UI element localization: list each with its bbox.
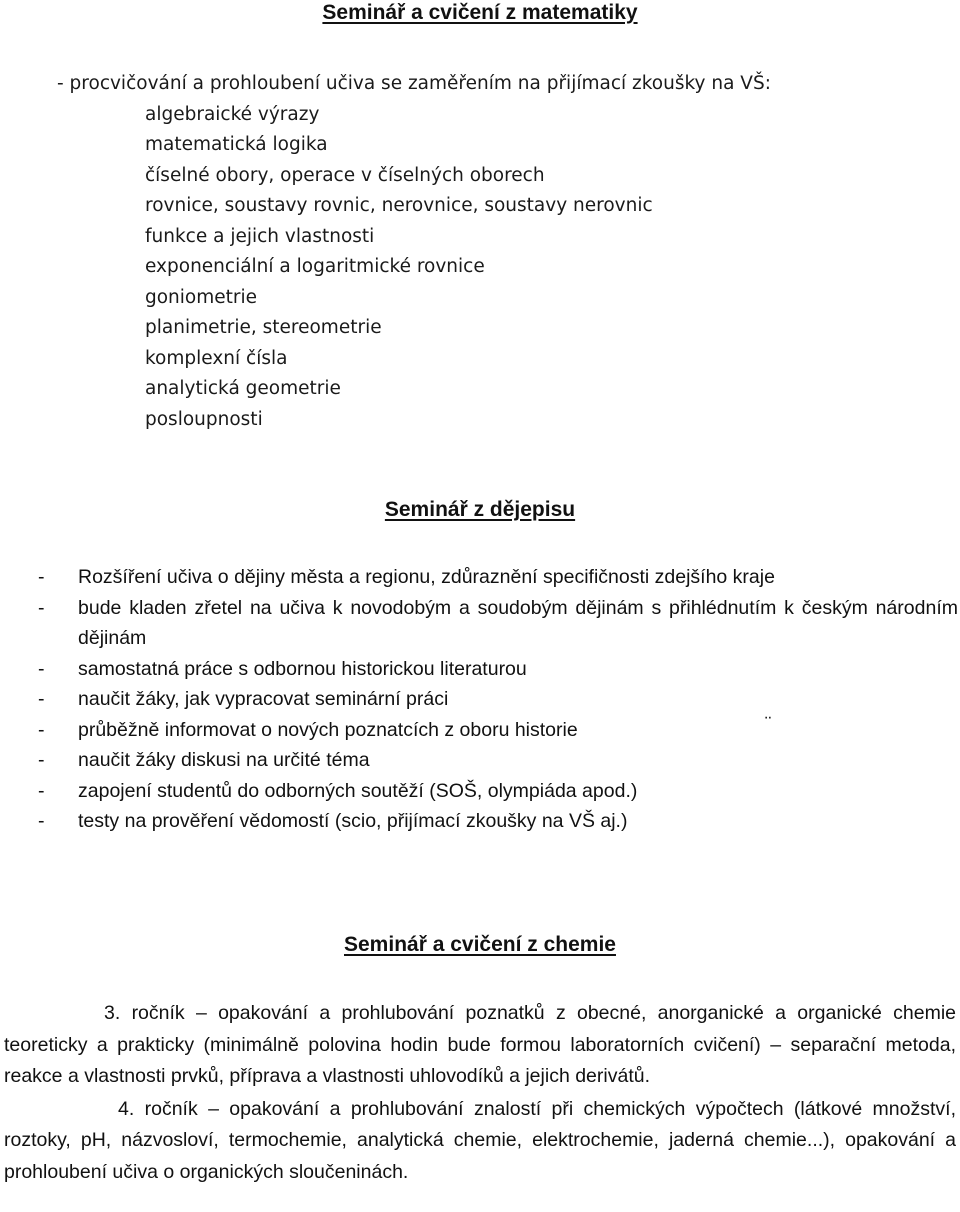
history-item [38, 654, 958, 685]
chemistry-paragraph [4, 1094, 956, 1189]
math-topic: funkce a jejich vlastnosti [145, 225, 375, 247]
history-section-title: Seminář z dějepisu [384, 498, 576, 521]
math-topic: komplexní čísla [145, 347, 288, 369]
math-topic: goniometrie [145, 286, 258, 308]
math-topic: algebraické výrazy [145, 103, 320, 125]
dash-bullet: - [38, 779, 45, 802]
math-section-title: Seminář a cvičení z matematiky [322, 1, 638, 24]
math-topic: exponenciální a logaritmické rovnice [145, 256, 485, 277]
math-topic-list [57, 69, 771, 435]
math-intro: - procvičování a prohloubení učiva se zaměřením na přijímací zkoušky na VŠ: [57, 73, 771, 94]
history-item [38, 776, 958, 807]
stray-diaeresis-mark: ¨ [765, 714, 772, 735]
paragraph-text: ročník – opakování a prohlubování poznatků z obecné, anorganické a organické chemie teoreticky a prakticky (minimálně polovina hodin bude formou laboratorních cvičení) – separační metoda, reakce a vlastnosti prvků, příprava a vlastnosti uhlovodíků a jejich derivátů. [4, 1002, 956, 1087]
chemistry-paragraph [4, 998, 956, 1093]
history-item [38, 684, 958, 715]
history-item-text: naučit žáky, jak vypracovat seminární práci [78, 688, 449, 710]
chemistry-body [4, 998, 956, 1188]
paragraph-number: 4. [118, 1097, 135, 1120]
chemistry-section-title: Seminář a cvičení z chemie [344, 933, 616, 956]
dash-bullet: - [38, 810, 45, 832]
dash-bullet: - [38, 718, 45, 741]
math-topic: analytická geometrie [145, 378, 341, 399]
dash-bullet: - [38, 688, 45, 710]
paragraph-number: 3. [104, 1002, 121, 1024]
dash-bullet: - [38, 566, 45, 588]
math-topic: planimetrie, stereometrie [145, 317, 382, 338]
paragraph-text: ročník – opakování a prohlubování znalostí při chemických výpočtech (látkové množství, roztoky, pH, názvosloví, termochemie, analytická chemie, elektrochemie, jaderná chemie...), opakování a prohloubení učiva o organických sloučeninách. [4, 1097, 956, 1183]
history-item-text: bude kladen zřetel na učiva k novodobým a soudobým dějinám s přihlédnutím k českým národním dějinám [78, 596, 958, 649]
math-topic: matematická logika [145, 134, 328, 155]
math-topic: rovnice, soustavy rovnic, nerovnice, soustavy nerovnic [145, 195, 653, 216]
history-item-text: naučit žáky diskusi na určité téma [78, 749, 370, 771]
dash-bullet: - [38, 657, 45, 680]
dash-bullet: - [38, 596, 45, 619]
history-item [38, 593, 958, 654]
history-item-text: průběžně informovat o nových poznatcích z oboru historie [78, 718, 578, 741]
history-item-text: samostatná práce s odbornou historickou literaturou [78, 657, 527, 680]
dash-bullet: - [38, 749, 45, 771]
math-topic: číselné obory, operace v číselných oborech [145, 164, 545, 186]
history-item-text: zapojení studentů do odborných soutěží (SOŠ, olympiáda apod.) [78, 779, 638, 802]
history-item [38, 745, 958, 776]
history-item [38, 806, 958, 837]
history-item [38, 715, 958, 746]
history-item-text: testy na prověření vědomostí (scio, přijímací zkoušky na VŠ aj.) [78, 810, 628, 832]
history-item [38, 562, 958, 593]
math-topic: posloupnosti [145, 408, 263, 430]
history-item-list [38, 562, 958, 837]
history-item-text: Rozšíření učiva o dějiny města a regionu, zdůraznění specifičnosti zdejšího kraje [78, 566, 775, 588]
